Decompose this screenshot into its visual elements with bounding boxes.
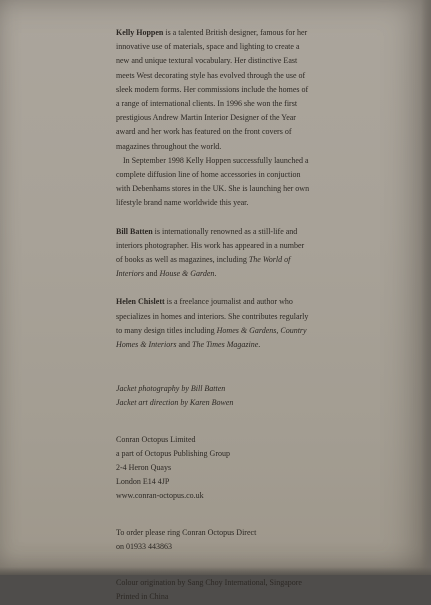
- publisher-name: Conran Octopus Limited: [116, 434, 196, 444]
- bio-bill-batten: Bill Batten is internationally renowned as a still-life and interiors photographer. His work has appeared in a number of books as well as magazines, including The World of Interiors and House & Garden.: [116, 226, 305, 279]
- author-name-helen: Helen Chislett: [116, 297, 165, 307]
- publisher-website: www.conran-octopus.co.uk: [116, 491, 204, 501]
- bio-kelly-hoppen-2: In September 1998 Kelly Hoppen successfully launched a complete diffusion line of home accessories in conjuction with Debenhams stores in the UK. She is launching her own lifestyle brand name worldwide this year.: [116, 155, 310, 208]
- bio-helen-chislett: Helen Chislett is a freelance journalist and author who specializes in homes and interiors. She contributes regularly to many design titles including Homes & Gardens, Country Homes & Interiors and The Times Magazine.: [116, 297, 309, 350]
- order-line: To order please ring Conran Octopus Direct: [116, 527, 257, 537]
- text-column: [116, 26, 312, 605]
- author-name-bill: Bill Batten: [116, 226, 153, 236]
- page-edge-shadow-right: [421, 0, 431, 575]
- credit-art-direction: Jacket art direction by Karen Bowen: [116, 398, 234, 408]
- order-phone: on 01933 443863: [116, 541, 172, 551]
- page-edge-shadow-bottom: [0, 567, 431, 575]
- author-name-kelly: Kelly Hoppen: [116, 28, 164, 37]
- bio-kelly-hoppen: Kelly Hoppen is a talented British designer, famous for her innovative use of materials, space and lighting to create a new and unique textural vocabulary. Her distinctive East meets West decorating style has evolved through the use of sleek modern forms. Her commissions include the homes of a range of international clients. In 1996 she won the first prestigious Andrew Martin Interior Designer of the Year award and her work has featured on the front covers of magazines throughout the world.: [116, 28, 309, 151]
- printed-in: Printed in China: [116, 592, 169, 602]
- credit-photography: Jacket photography by Bill Batten: [116, 384, 226, 394]
- publisher-group: a part of Octopus Publishing Group: [116, 448, 230, 458]
- publisher-street: 2-4 Heron Quays: [116, 463, 172, 473]
- colour-origination: Colour origination by Sang Choy International, Singapore: [116, 578, 302, 588]
- publisher-city: London E14 4JP: [116, 477, 170, 487]
